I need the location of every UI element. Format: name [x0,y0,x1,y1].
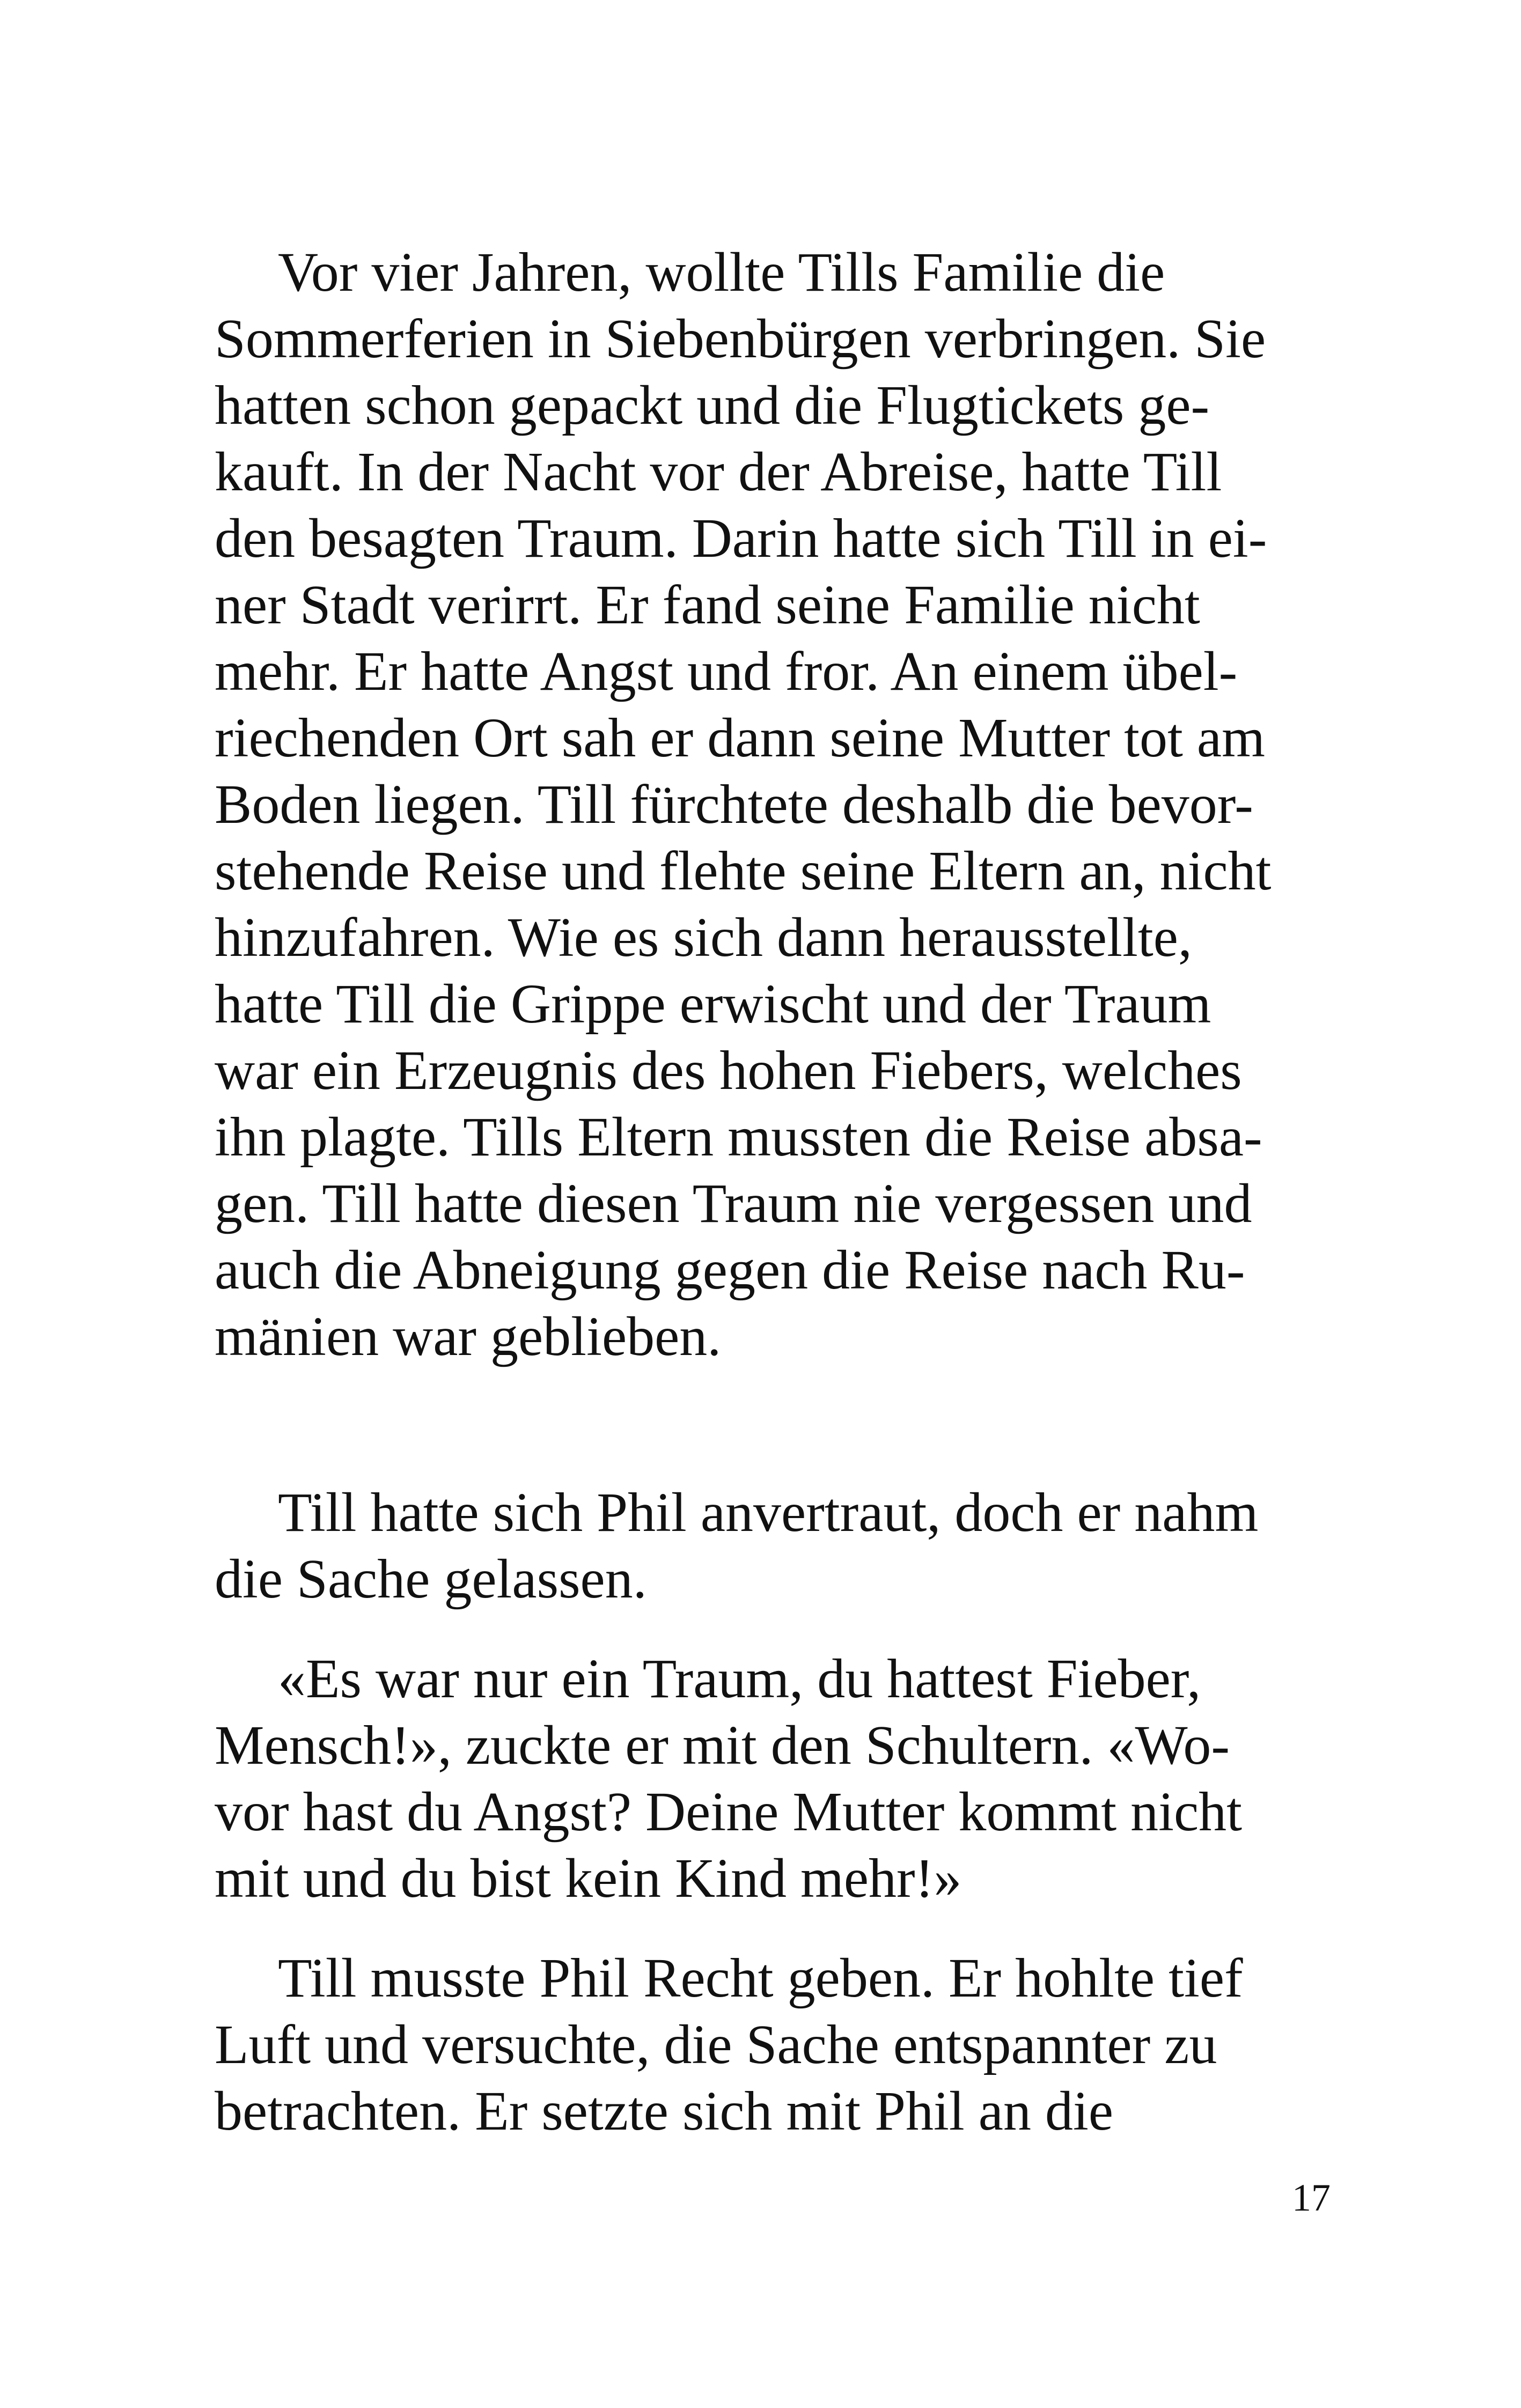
text-line: Mensch!», zuckte er mit den Schultern. «Wo- [215,1714,1230,1776]
text-line: Till hatte sich Phil anvertraut, doch er nahm [278,1482,1259,1543]
text-line: Sommerferien in Siebenbürgen verbringen. Sie [215,308,1266,370]
text-line: ihn plagte. Tills Eltern mussten die Reise absa- [215,1106,1262,1168]
paragraph-1 [215,239,1309,1370]
text-line: betrachten. Er setzte sich mit Phil an die [215,2080,1114,2142]
text-line: «Es war nur ein Traum, du hattest Fieber, [278,1648,1201,1710]
text-line: Vor vier Jahren, wollte Tills Familie die [278,241,1165,303]
text-line: auch die Abneigung gegen die Reise nach Ru- [215,1239,1245,1301]
text-line: mehr. Er hatte Angst und fror. An einem übel- [215,640,1238,702]
paragraph-2 [215,1479,1309,1612]
text-line: kauft. In der Nacht vor der Abreise, hatte Till [215,441,1222,503]
text-line: ner Stadt verirrt. Er fand seine Familie nicht [215,574,1200,636]
text-line: hinzufahren. Wie es sich dann herausstellte, [215,907,1192,968]
text-line: Luft und versuchte, die Sache entspannter zu [215,2014,1217,2075]
text-line: riechenden Ort sah er dann seine Mutter tot am [215,707,1265,769]
text-line: vor hast du Angst? Deine Mutter kommt nicht [215,1781,1243,1843]
text-line: Boden liegen. Till fürchtete deshalb die bevor- [215,774,1253,835]
page-number: 17 [1292,2176,1331,2219]
text-line: mit und du bist kein Kind mehr!» [215,1847,962,1909]
text-line: hatte Till die Grippe erwischt und der Traum [215,973,1211,1035]
text-line: den besagten Traum. Darin hatte sich Till in ei- [215,507,1267,569]
text-line: hatten schon gepackt und die Flugtickets ge- [215,374,1210,436]
text-line: Till musste Phil Recht geben. Er hohlte tief [278,1947,1243,2009]
text-line: stehende Reise und flehte seine Eltern an, nicht [215,840,1272,902]
paragraph-4 [215,1945,1309,2145]
paragraph-3 [215,1646,1309,1912]
text-line: mänien war geblieben. [215,1306,722,1367]
text-line: gen. Till hatte diesen Traum nie vergessen und [215,1173,1252,1234]
text-line: die Sache gelassen. [215,1548,647,1610]
text-line: war ein Erzeugnis des hohen Fiebers, welches [215,1040,1242,1101]
